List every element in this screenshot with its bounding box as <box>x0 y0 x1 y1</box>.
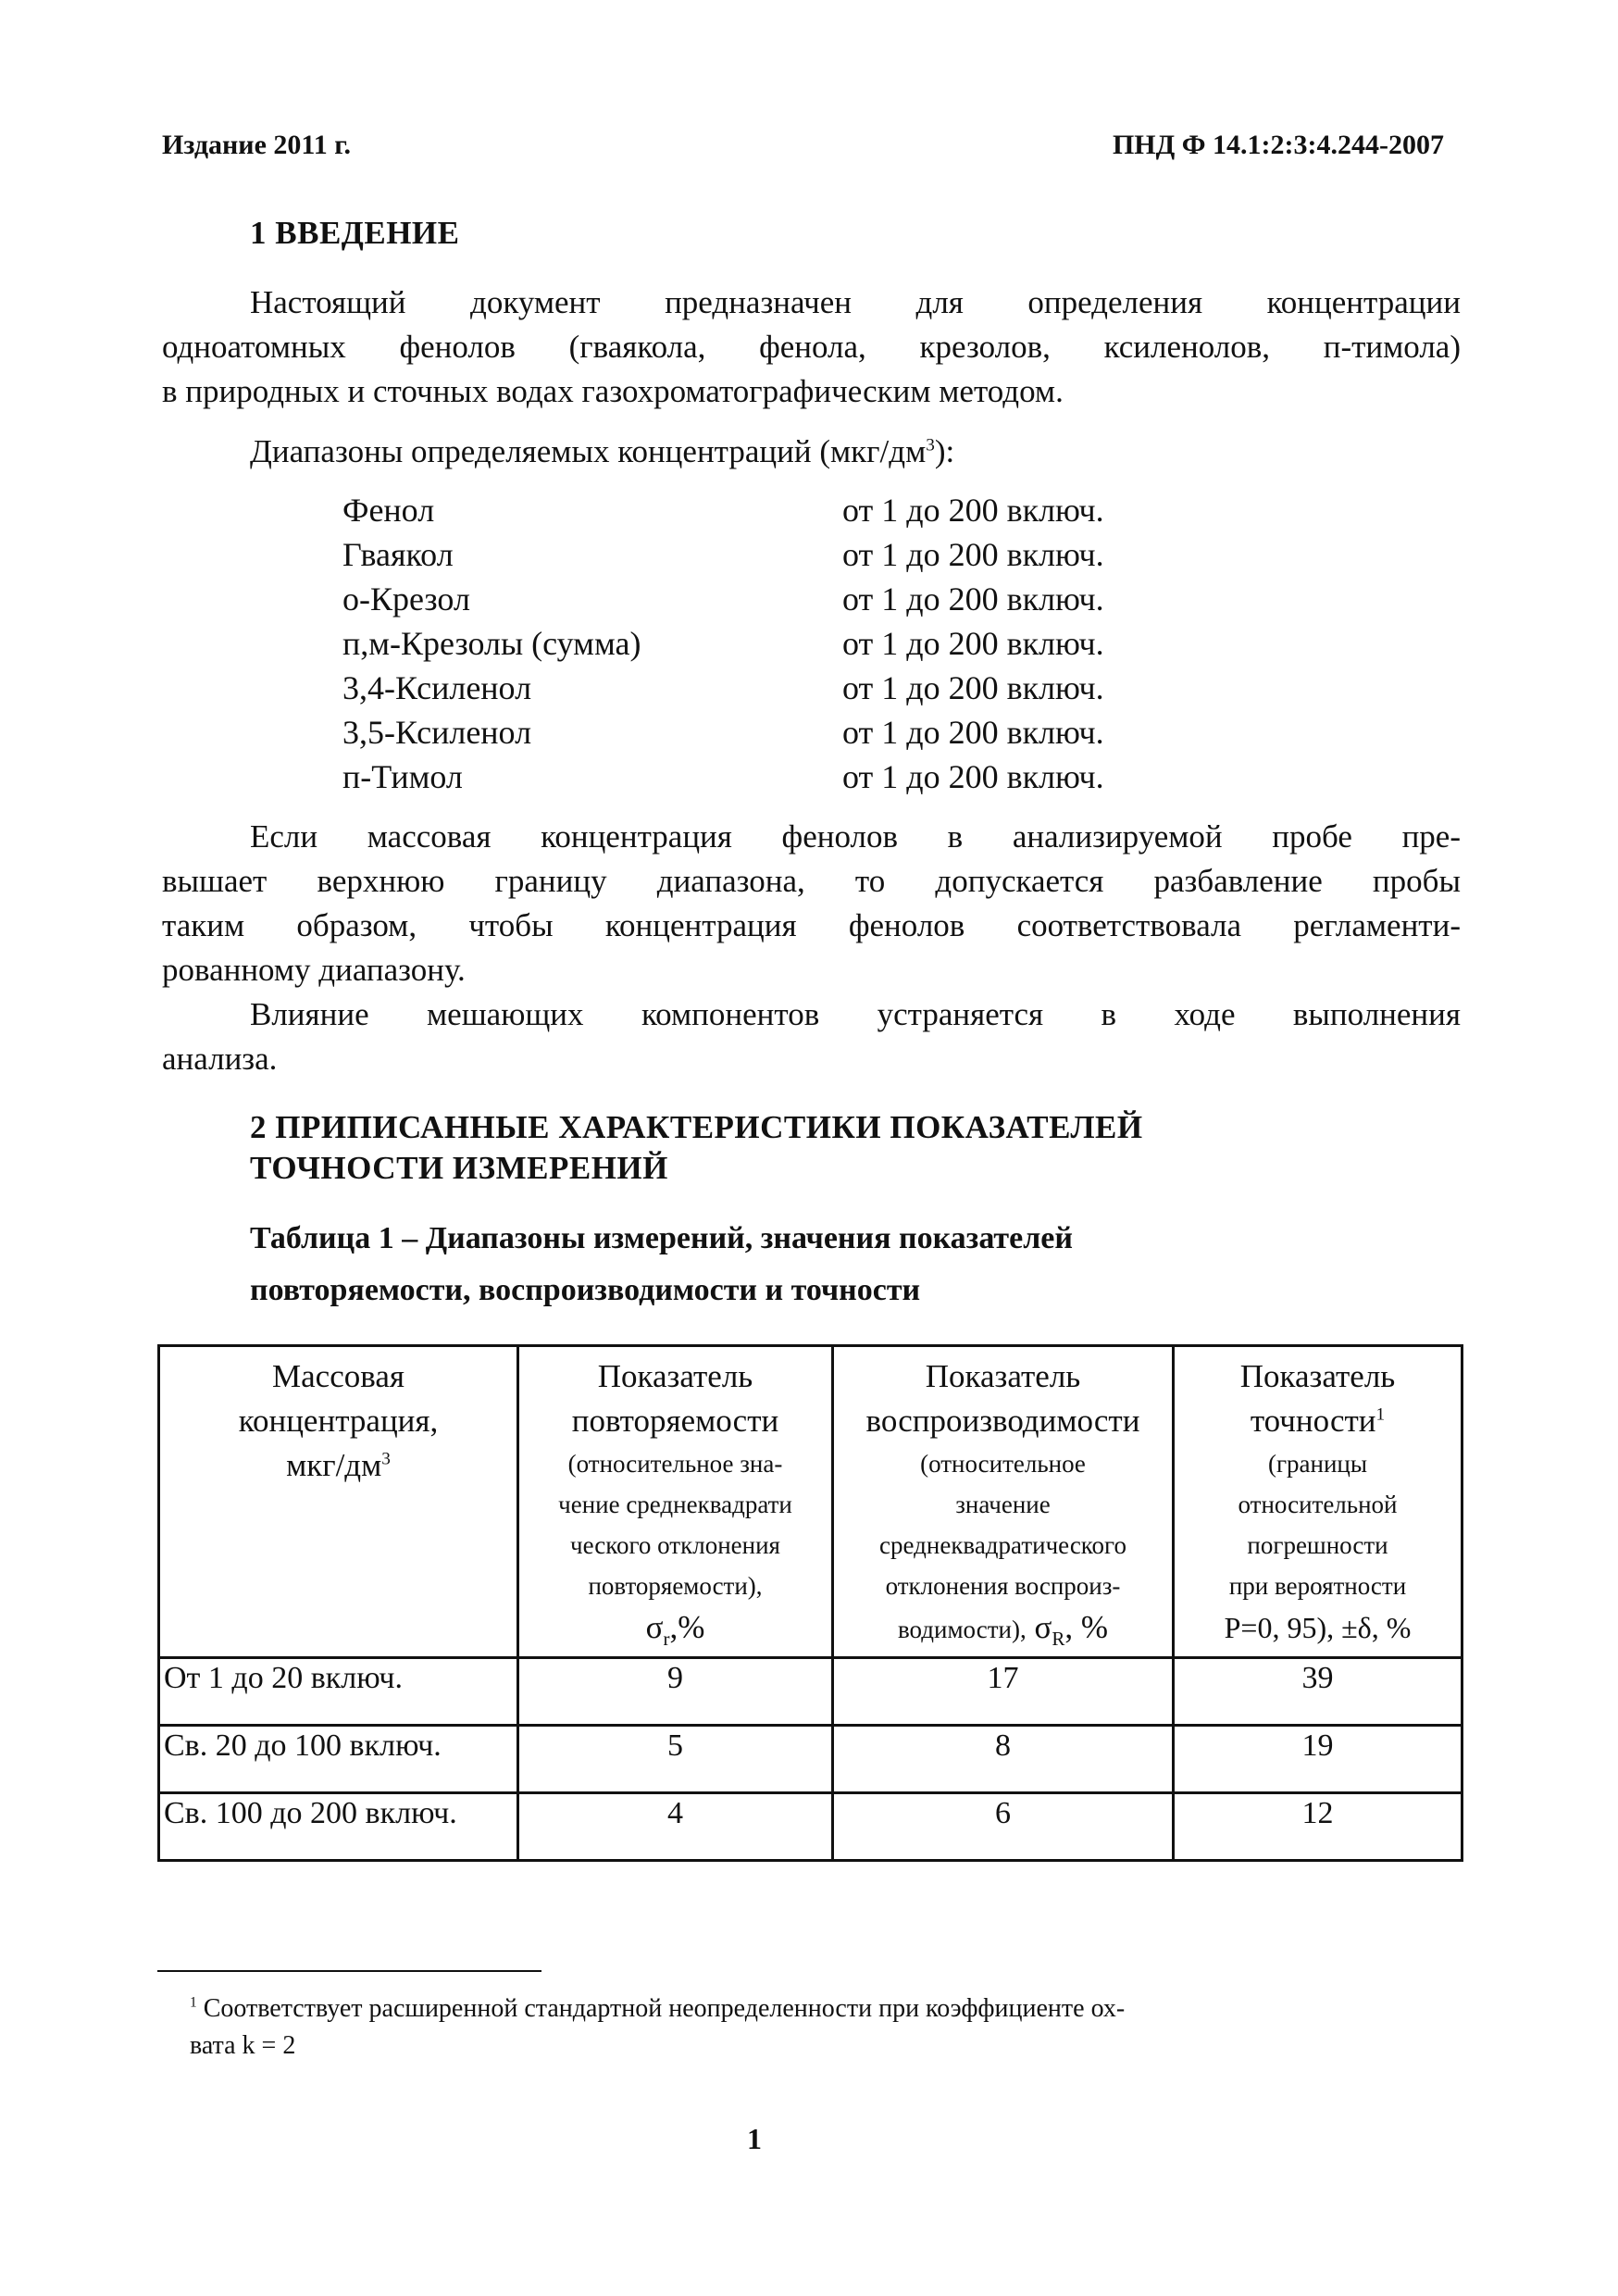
header-repeatability: Показатель повторяемости (относительное зна- чение среднеквадрати ческого отклонения повторяемости), $\sigma_r,\%$ <box>518 1346 833 1658</box>
range-row-p-thymol: п-Тимол от 1 до 200 включ. <box>342 758 1104 795</box>
cell-repeatability: 4 <box>518 1793 833 1861</box>
range-row-guaiacol: Гваякол от 1 до 200 включ. <box>342 536 1104 573</box>
accuracy-table <box>157 1344 1463 1862</box>
cell-accuracy: 12 <box>1174 1793 1462 1861</box>
cell-reproducibility: 8 <box>833 1726 1174 1793</box>
cell-accuracy: 39 <box>1174 1658 1462 1726</box>
range-row-o-cresol: о-Крезол от 1 до 200 включ. <box>342 580 1104 618</box>
cell-reproducibility: 6 <box>833 1793 1174 1861</box>
footnote-mark: 1 <box>190 1994 197 2011</box>
cell-accuracy: 19 <box>1174 1726 1462 1793</box>
range-row-35-xylenol: 3,5-Ксиленол от 1 до 200 включ. <box>342 714 1104 751</box>
header-accuracy: Показатель точности$^1$ (границы относительной погрешности при вероятности P=0, 95), ±δ, % <box>1174 1346 1462 1658</box>
cell-reproducibility: 17 <box>833 1658 1174 1726</box>
table-row <box>159 1726 1462 1793</box>
footnote: $^1$ Соответствует расширенной стандартной неопределенности при коэффициенте ох- вата k = 2 <box>190 1994 1126 2060</box>
header-mass-concentration: Массовая концентрация, мкг/$дм^3$ <box>159 1346 518 1658</box>
cell-repeatability: 5 <box>518 1726 833 1793</box>
range-row-pm-cresols: п,м-Крезолы (сумма) от 1 до 200 включ. <box>342 625 1104 662</box>
dilution-line-4: рованному диапазону. <box>162 952 466 988</box>
interference-line-1: Влияние мешающих компонентов устраняется в ходе выполнения <box>250 996 1461 1032</box>
header-edition: Издание 2011 г. <box>162 130 351 160</box>
section-1-title: 1 ВВЕДЕНИЕ <box>250 215 460 251</box>
ranges-caption: Диапазоны определяемых концентраций $(мкг/дм^3)$: <box>250 433 955 469</box>
page-number: 1 <box>747 2122 762 2155</box>
cell-range: От 1 до 20 включ. <box>159 1658 518 1726</box>
table-header-row <box>159 1346 1462 1658</box>
cell-range: Св. 20 до 100 включ. <box>159 1726 518 1793</box>
table-row <box>159 1658 1462 1726</box>
table-caption: Таблица 1 – Диапазоны измерений, значения показателей повторяемости, воспроизводимости и точности <box>250 1221 1073 1307</box>
intro-line-1: Настоящий документ предназначен для определения концентрации <box>250 284 1461 320</box>
dilution-line-1: Если массовая концентрация фенолов в анализируемой пробе пре- <box>250 818 1461 855</box>
dilution-line-3: таким образом, чтобы концентрация фенолов соответствовала регламенти- <box>162 907 1461 943</box>
cell-repeatability: 9 <box>518 1658 833 1726</box>
cell-range: Св. 100 до 200 включ. <box>159 1793 518 1861</box>
intro-line-2: одноатомных фенолов (гваякола, фенола, крезолов, ксиленолов, п-тимола) <box>162 329 1461 365</box>
header-document-code: ПНД Ф 14.1:2:3:4.244-2007 <box>1112 130 1444 160</box>
header-reproducibility: Показатель воспроизводимости (относительное значение среднеквадратического отклонения воспроиз- водимости), $\sigma_R$, % <box>833 1346 1174 1658</box>
table-row <box>159 1793 1462 1861</box>
range-row-phenol: Фенол от 1 до 200 включ. <box>342 492 1104 529</box>
range-row-34-xylenol: 3,4-Ксиленол от 1 до 200 включ. <box>342 669 1104 706</box>
dilution-line-2: вышает верхнюю границу диапазона, то допускается разбавление пробы <box>162 863 1461 899</box>
section-2-title: 2 ПРИПИСАННЫЕ ХАРАКТЕРИСТИКИ ПОКАЗАТЕЛЕЙ ТОЧНОСТИ ИЗМЕРЕНИЙ <box>250 1109 1143 1186</box>
footnote-divider <box>157 1970 541 1972</box>
intro-line-3: в природных и сточных водах газохроматографическим методом. <box>162 373 1064 409</box>
interference-line-2: анализа. <box>162 1041 278 1077</box>
